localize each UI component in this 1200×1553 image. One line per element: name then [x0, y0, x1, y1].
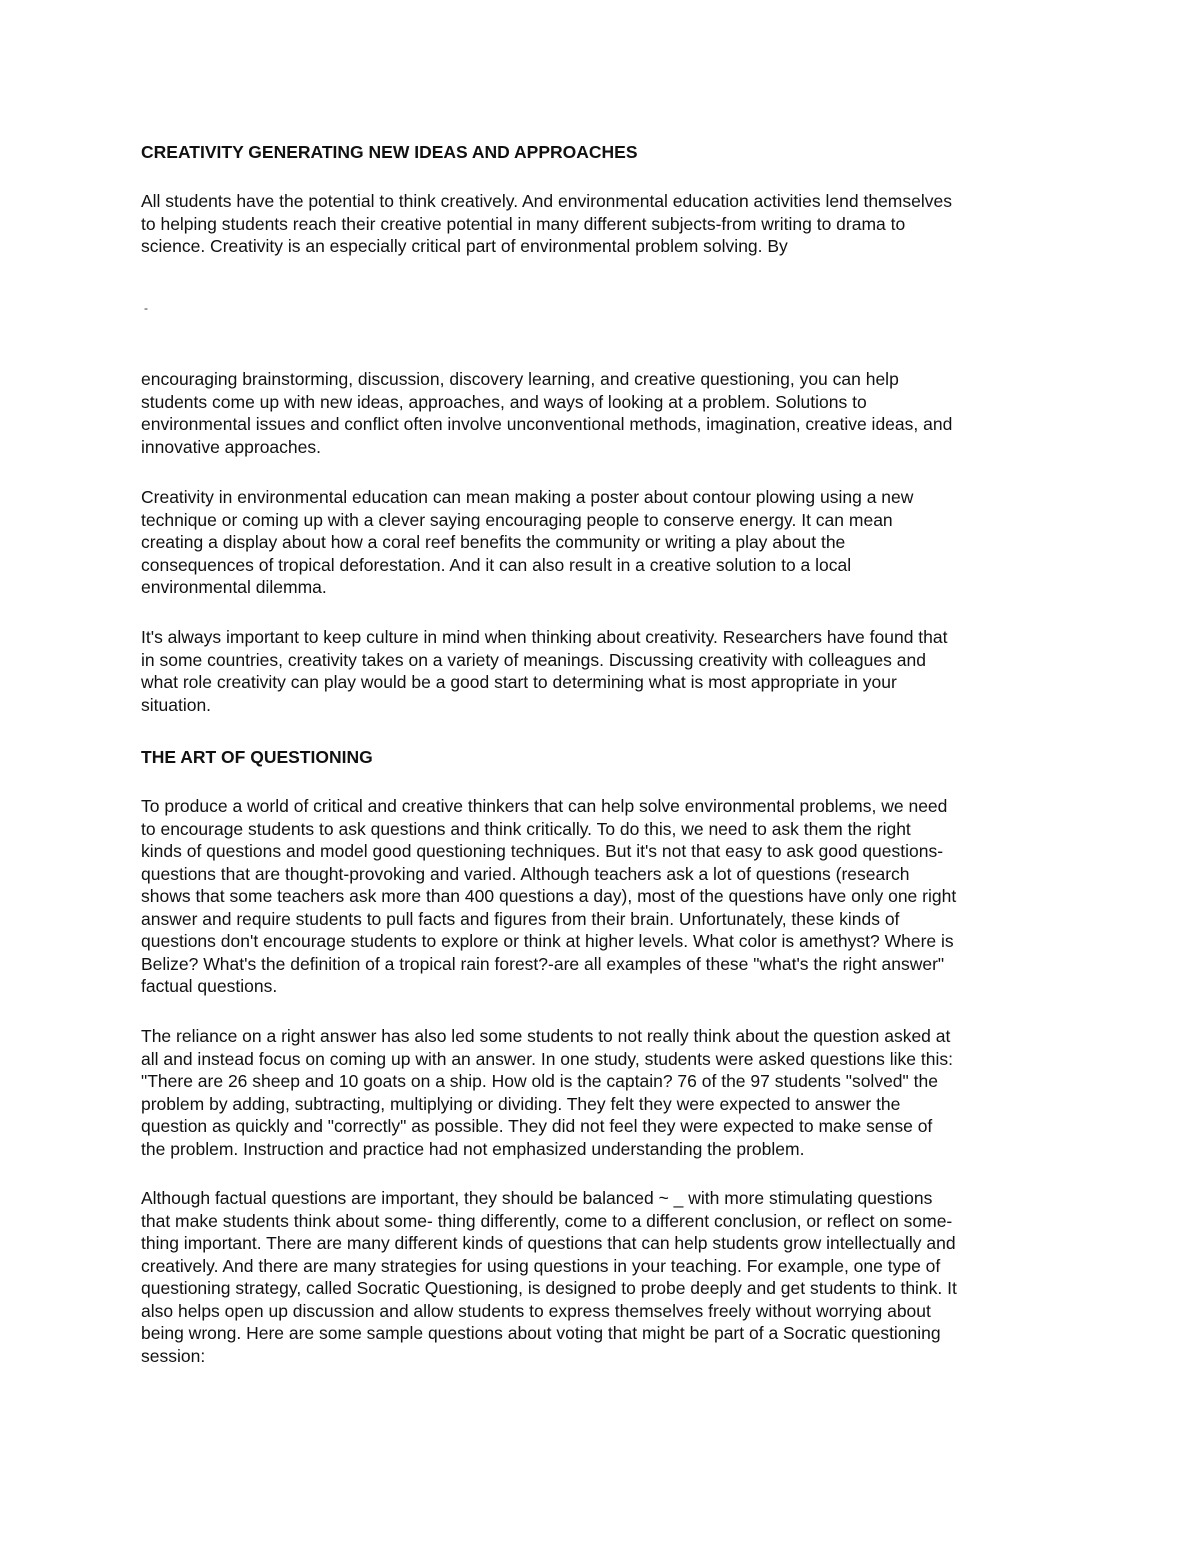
paragraph-creativity-examples [141, 486, 1061, 599]
section-heading-questioning: THE ART OF QUESTIONING [141, 747, 373, 767]
text-line: Creativity in environmental education can mean making a poster about contour plowing using a new [141, 487, 914, 507]
text-line: technique or coming up with a clever saying encouraging people to conserve energy. It can mean [141, 509, 893, 530]
text-line: creatively. And there are many strategies for using questions in your teaching. For example, one type of [141, 1255, 941, 1276]
text-line: also helps open up discussion and allow students to express themselves freely without worrying about [141, 1300, 931, 1321]
text-line: problem by adding, subtracting, multiplying or dividing. They felt they were expected to answer the [141, 1093, 901, 1114]
text-line: The reliance on a right answer has also led some students to not really think about the question asked at [141, 1026, 951, 1046]
text-line: shows that some teachers ask more than 400 questions a day), most of the questions have only one right [141, 886, 957, 906]
text-line: encouraging brainstorming, discussion, discovery learning, and creative questioning, you can help [141, 369, 899, 389]
paragraph-right-answer [141, 1025, 1061, 1160]
text-line: question as quickly and "correctly" as possible. They did not feel they were expected to make sense of [141, 1116, 933, 1136]
text-line: Although factual questions are important, they should be balanced ~ _ with more stimulating questions [141, 1188, 933, 1208]
paragraph-culture [141, 626, 1061, 716]
text-line: thing important. There are many different kinds of questions that can help students grow intellectually and [141, 1233, 956, 1253]
text-line: situation. [141, 694, 212, 715]
text-line: that make students think about some- thing differently, come to a different conclusion, or reflect on some- [141, 1210, 953, 1231]
text-line: session: [141, 1345, 206, 1366]
text-line: All students have the potential to think creatively. And environmental education activities lend themselves [141, 191, 952, 211]
text-line: answer and require students to pull facts and figures from their brain. Unfortunately, these kinds of [141, 908, 900, 929]
text-line: students come up with new ideas, approaches, and ways of looking at a problem. Solutions to [141, 391, 867, 412]
text-line: "There are 26 sheep and 10 goats on a ship. How old is the captain? 76 of the 97 students "solved" the [141, 1071, 938, 1091]
text-line: the problem. Instruction and practice had not emphasized understanding the problem. [141, 1138, 805, 1159]
text-line: factual questions. [141, 976, 278, 996]
text-line: It's always important to keep culture in mind when thinking about creativity. Researchers have found that [141, 627, 948, 647]
paragraph-socratic [141, 1187, 1061, 1367]
text-line: what role creativity can play would be a good start to determining what is most appropriate in your [141, 672, 897, 692]
text-line: environmental dilemma. [141, 577, 327, 597]
paragraph-questioning-intro [141, 795, 1061, 998]
text-line: consequences of tropical deforestation. And it can also result in a creative solution to a local [141, 554, 852, 575]
section-heading-creativity: CREATIVITY GENERATING NEW IDEAS AND APPROACHES [141, 142, 638, 162]
text-line: creating a display about how a coral reef benefits the community or writing a play about the [141, 532, 846, 552]
paragraph-brainstorming [141, 368, 1061, 458]
text-line: questioning strategy, called Socratic Questioning, is designed to probe deeply and get students to think. It [141, 1278, 957, 1298]
text-line: science. Creativity is an especially critical part of environmental problem solving. By [141, 236, 788, 256]
paragraph-creativity-intro [141, 190, 1061, 258]
text-line: kinds of questions and model good questioning techniques. But it's not that easy to ask good questions- [141, 841, 944, 861]
text-line: to encourage students to ask questions and think critically. To do this, we need to ask them the right [141, 818, 911, 839]
text-line: in some countries, creativity takes on a variety of meanings. Discussing creativity with colleagues and [141, 649, 926, 670]
text-line: Belize? What's the definition of a tropical rain forest?-are all examples of these "what's the right answer" [141, 953, 945, 974]
text-line: all and instead focus on coming up with an answer. In one study, students were asked questions like this: [141, 1048, 953, 1069]
text-line: questions that are thought-provoking and varied. Although teachers ask a lot of questions (research [141, 863, 910, 884]
text-line: environmental issues and conflict often involve unconventional methods, imagination, creative ideas, and [141, 414, 953, 434]
stray-mark: - [144, 301, 148, 315]
text-line: being wrong. Here are some sample questions about voting that might be part of a Socratic questioning [141, 1323, 941, 1343]
text-line: innovative approaches. [141, 436, 321, 457]
text-line: to helping students reach their creative potential in many different subjects-from writing to drama to [141, 213, 906, 234]
text-line: questions don't encourage students to explore or think at higher levels. What color is amethyst? Where is [141, 931, 954, 951]
text-line: To produce a world of critical and creative thinkers that can help solve environmental problems, we need [141, 796, 948, 816]
